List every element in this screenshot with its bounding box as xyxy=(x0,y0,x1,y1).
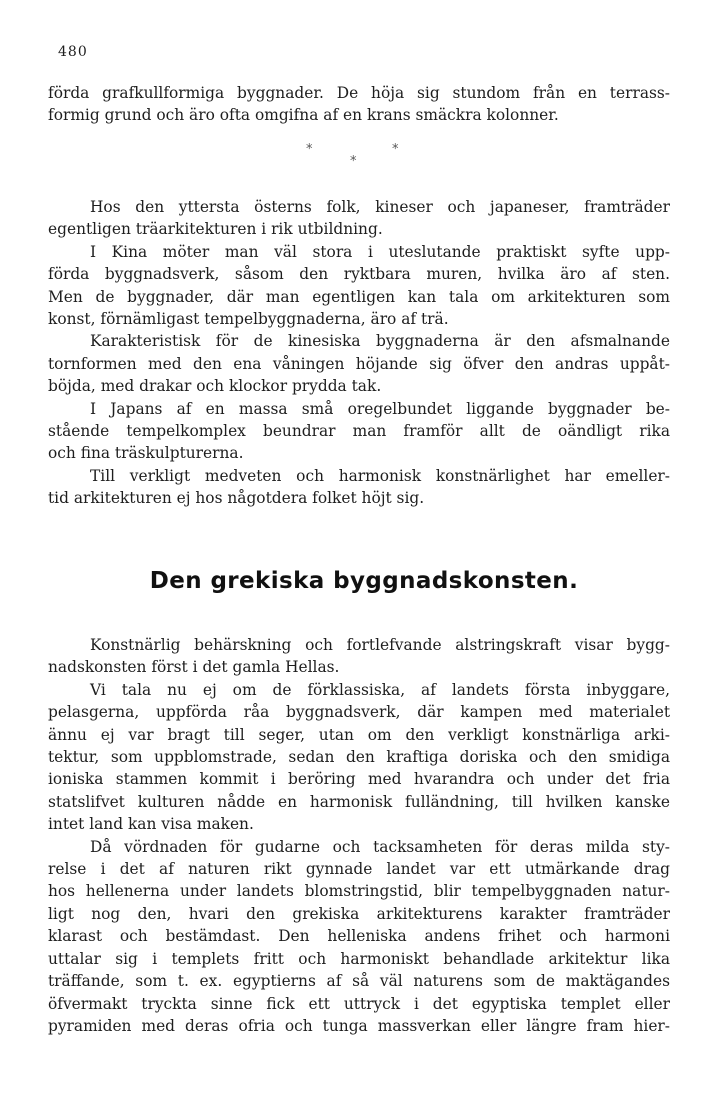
text-line: hos hellenerna under landets blomstringstid, blir tempelbyggnaden natur- xyxy=(48,882,670,901)
text-line: tid arkitekturen ej hos någotdera folket höjt sig. xyxy=(48,489,425,508)
asterisk-icon: * xyxy=(392,142,399,157)
text-line: förda grafkullformiga byggnader. De höja sig stundom från en terrass- xyxy=(48,84,670,102)
text-line: statslifvet kulturen nådde en harmonisk fulländning, till hvilken kanske xyxy=(48,792,670,811)
text-line: Hos den yttersta österns folk, kineser och japaneser, framträder xyxy=(90,198,670,216)
page-number: 480 xyxy=(58,44,88,60)
text-line: öfvermakt tryckta sinne fick ett uttryck i det egyptiska templet eller xyxy=(48,994,670,1013)
greek-section xyxy=(48,634,670,1037)
text-line: förda byggnadsverk, såsom den ryktbara muren, hvilka äro af sten. xyxy=(48,265,670,284)
text-line: I Japans af en massa små oregelbundet liggande byggnader be- xyxy=(90,399,670,418)
text-line: egentligen träarkitekturen i rik utbildning. xyxy=(48,220,383,239)
text-line: tornformen med den ena våningen höjande sig öfver den andras uppåt- xyxy=(48,354,670,373)
intro-paragraph xyxy=(48,82,670,127)
text-line: I Kina möter man väl stora i uteslutande praktiskt syfte upp- xyxy=(90,242,670,261)
section-heading: Den grekiska byggnadskonsten. xyxy=(149,568,579,594)
text-line: Vi tala nu ej om de förklassiska, af landets första inbyggare, xyxy=(90,680,670,699)
text-line: pyramiden med deras ofria och tunga massverkan eller längre fram hier- xyxy=(48,1016,670,1035)
asterisk-icon: * xyxy=(350,154,357,169)
text-line: ligt nog den, hvari den grekiska arkitekturens karakter framträder xyxy=(48,904,670,923)
text-line: stående tempelkomplex beundrar man framför allt de oändligt rika xyxy=(48,422,670,441)
far-east-section xyxy=(48,196,670,510)
asterisk-icon: * xyxy=(306,142,313,157)
text-line: pelasgerna, uppförda råa byggnadsverk, där kampen med materialet xyxy=(48,703,670,722)
text-line: Till verkligt medveten och harmonisk konstnärlighet har emeller- xyxy=(90,466,670,485)
text-line: klarast och bestämdast. Den helleniska andens frihet och harmoni xyxy=(48,927,670,946)
text-line: relse i det af naturen rikt gynnade landet var ett utmärkande drag xyxy=(48,860,670,879)
text-line: träffande, som t. ex. egyptierns af så väl naturens som de maktägandes xyxy=(48,972,670,991)
text-line: konst, förnämligast tempelbyggnaderna, äro af trä. xyxy=(48,310,449,329)
text-line: Konstnärlig behärskning och fortlefvande alstringskraft visar bygg- xyxy=(90,636,670,654)
text-line: formig grund och äro ofta omgifna af en krans smäckra kolonner. xyxy=(48,106,559,125)
text-line: nadskonsten först i det gamla Hellas. xyxy=(48,658,340,677)
text-line: böjda, med drakar och klockor prydda tak. xyxy=(48,377,382,396)
text-line: ioniska stammen kommit i beröring med hvarandra och under det fria xyxy=(48,770,670,789)
text-line: Då vördnaden för gudarne och tacksamheten för deras milda sty- xyxy=(90,837,670,856)
asterism-separator xyxy=(300,138,420,178)
text-line: Men de byggnader, där man egentligen kan tala om arkitekturen som xyxy=(48,287,670,306)
text-line: tektur, som uppblomstrade, sedan den kraftiga doriska och den smidiga xyxy=(48,748,670,767)
text-line: ännu ej var bragt till seger, utan om den verkligt konstnärliga arki- xyxy=(48,725,670,744)
text-line: Karakteristisk för de kinesiska byggnaderna är den afsmalnande xyxy=(90,332,670,351)
text-line: uttalar sig i templets fritt och harmoniskt behandlade arkitektur lika xyxy=(48,949,670,968)
text-line: intet land kan visa maken. xyxy=(48,815,254,834)
text-line: och fina träskulpturerna. xyxy=(48,444,244,463)
